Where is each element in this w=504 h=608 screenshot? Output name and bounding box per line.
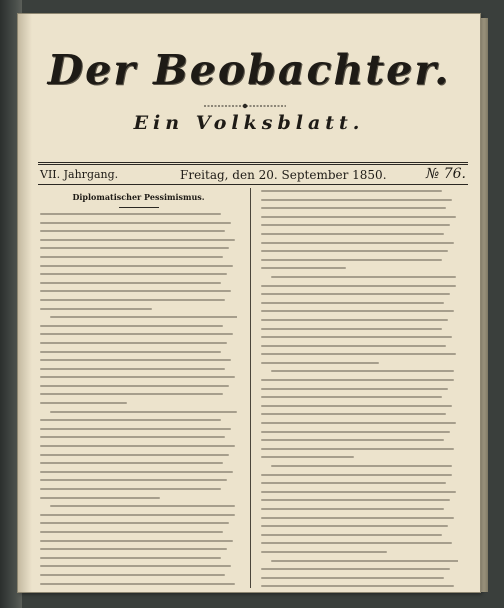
text-line bbox=[261, 551, 387, 553]
text-line bbox=[261, 499, 450, 501]
text-line bbox=[40, 290, 231, 292]
header-rule-top bbox=[38, 162, 468, 163]
text-line bbox=[40, 402, 127, 404]
text-line bbox=[261, 224, 450, 226]
text-line bbox=[261, 190, 442, 192]
text-line bbox=[50, 316, 237, 318]
text-line bbox=[40, 239, 235, 241]
text-line bbox=[261, 388, 448, 390]
text-line bbox=[40, 548, 227, 550]
text-line bbox=[40, 471, 233, 473]
text-line bbox=[40, 565, 231, 567]
text-line bbox=[261, 534, 442, 536]
newspaper-page bbox=[18, 14, 480, 592]
dateline bbox=[40, 166, 466, 182]
text-line bbox=[261, 250, 448, 252]
text-line bbox=[261, 310, 454, 312]
text-line bbox=[40, 325, 223, 327]
text-line bbox=[40, 479, 227, 481]
text-line bbox=[40, 299, 225, 301]
text-line bbox=[40, 514, 235, 516]
text-line bbox=[40, 265, 233, 267]
text-line bbox=[40, 333, 233, 335]
text-line bbox=[271, 465, 452, 467]
text-line bbox=[261, 216, 456, 218]
text-line bbox=[271, 276, 456, 278]
text-line bbox=[261, 379, 454, 381]
header-rule-top-double bbox=[38, 164, 468, 165]
text-line bbox=[261, 568, 450, 570]
text-line bbox=[261, 508, 444, 510]
text-line bbox=[40, 454, 229, 456]
text-line bbox=[261, 413, 446, 415]
text-line bbox=[261, 302, 444, 304]
text-line bbox=[261, 319, 448, 321]
text-line bbox=[261, 336, 452, 338]
text-line bbox=[40, 497, 160, 499]
text-line bbox=[261, 474, 452, 476]
text-line bbox=[261, 431, 450, 433]
text-line bbox=[261, 517, 454, 519]
text-line bbox=[40, 462, 223, 464]
text-line bbox=[261, 405, 452, 407]
text-line bbox=[40, 540, 233, 542]
text-line bbox=[40, 308, 152, 310]
text-line bbox=[50, 411, 237, 413]
text-line bbox=[40, 583, 235, 585]
text-line bbox=[271, 560, 458, 562]
text-line bbox=[40, 273, 227, 275]
text-line bbox=[261, 207, 446, 209]
text-line bbox=[40, 557, 221, 559]
text-line bbox=[261, 448, 454, 450]
text-line bbox=[271, 370, 454, 372]
text-line bbox=[40, 428, 231, 430]
text-line bbox=[40, 376, 235, 378]
text-line bbox=[261, 362, 379, 364]
right-column bbox=[261, 190, 458, 590]
text-line bbox=[40, 342, 227, 344]
text-line bbox=[261, 353, 456, 355]
text-line bbox=[40, 445, 235, 447]
text-line bbox=[261, 233, 444, 235]
text-line bbox=[261, 293, 450, 295]
article-heading-rule bbox=[119, 207, 159, 208]
text-line bbox=[261, 585, 454, 587]
column-divider bbox=[250, 188, 251, 588]
text-line bbox=[261, 199, 452, 201]
text-line bbox=[40, 213, 221, 215]
text-line bbox=[261, 456, 354, 458]
text-line bbox=[40, 385, 229, 387]
text-line bbox=[261, 396, 442, 398]
text-line bbox=[40, 256, 223, 258]
text-line bbox=[40, 359, 231, 361]
left-column bbox=[40, 190, 237, 590]
text-line bbox=[40, 531, 223, 533]
text-line bbox=[261, 542, 452, 544]
left-column-text bbox=[40, 213, 237, 585]
ornament-divider bbox=[200, 102, 290, 110]
header-rule-bottom bbox=[38, 184, 468, 185]
masthead-subtitle: Ein Volksblatt. bbox=[133, 112, 365, 134]
text-line bbox=[261, 482, 446, 484]
text-line bbox=[40, 222, 231, 224]
text-line bbox=[40, 574, 225, 576]
text-line bbox=[40, 522, 229, 524]
text-line bbox=[261, 345, 446, 347]
text-line bbox=[261, 439, 444, 441]
text-line bbox=[40, 230, 225, 232]
text-line bbox=[40, 393, 223, 395]
text-line bbox=[40, 247, 229, 249]
volume-label: VII. Jahrgang. bbox=[40, 168, 119, 181]
text-line bbox=[40, 488, 221, 490]
text-line bbox=[261, 525, 448, 527]
right-column-text bbox=[261, 190, 458, 590]
text-line bbox=[261, 491, 456, 493]
text-line bbox=[261, 285, 456, 287]
page-edge-shadow bbox=[480, 18, 488, 592]
text-line bbox=[261, 577, 444, 579]
text-line bbox=[261, 259, 442, 261]
text-line bbox=[40, 368, 225, 370]
text-line bbox=[40, 351, 221, 353]
text-line bbox=[50, 505, 235, 507]
text-line bbox=[261, 267, 346, 269]
text-line bbox=[261, 328, 442, 330]
text-line bbox=[261, 242, 454, 244]
issue-number: № 76. bbox=[426, 166, 466, 182]
text-line bbox=[40, 436, 225, 438]
text-line bbox=[40, 419, 221, 421]
text-line bbox=[261, 422, 456, 424]
article-heading: Diplomatischer Pessimismus. bbox=[72, 192, 205, 202]
text-line bbox=[40, 282, 221, 284]
masthead-title: Der Beobachter. bbox=[47, 46, 451, 94]
issue-date: Freitag, den 20. September 1850. bbox=[180, 168, 387, 182]
